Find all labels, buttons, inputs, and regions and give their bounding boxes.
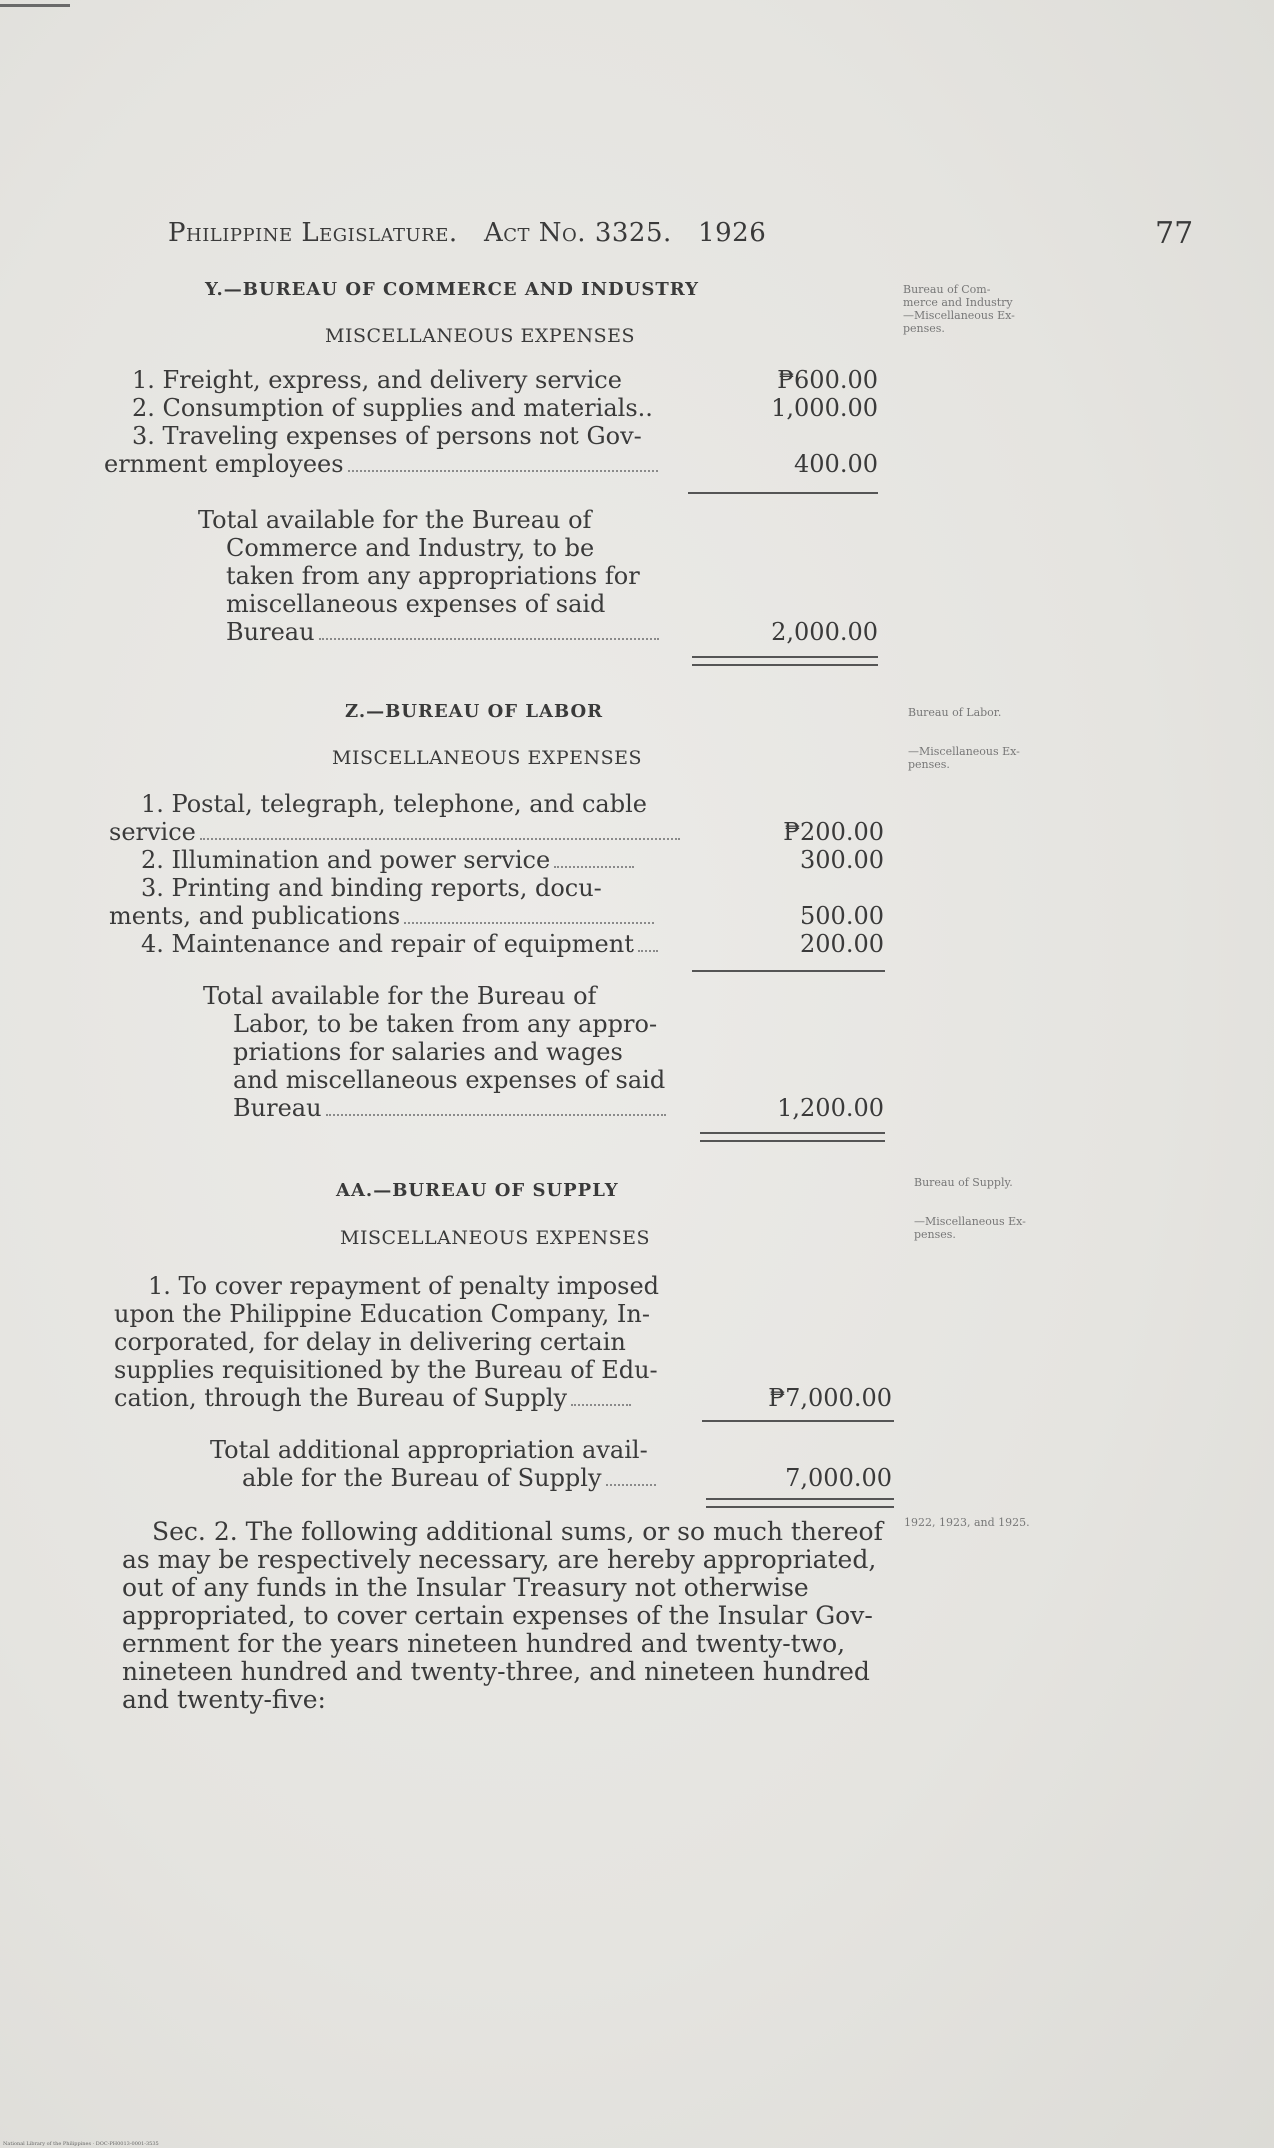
sec2-line-5: ernment for the years nineteen hundred and twenty-two,: [122, 1629, 846, 1658]
header-legislature: Philippine Legislature.: [168, 218, 458, 248]
sec2-line-3: out of any funds in the Insular Treasury not otherwise: [122, 1573, 809, 1602]
line-item-aa-1d: supplies requisitioned by the Bureau of Edu-: [114, 1356, 658, 1384]
margin-note-sec2: 1922, 1923, and 1925.: [904, 1516, 1030, 1529]
page-number: 77: [1155, 216, 1194, 251]
scan-edge-mark: [0, 4, 70, 7]
total-y-line-4: miscellaneous expenses of said: [226, 590, 606, 618]
amount-aa-1: ₱7,000.00: [768, 1384, 892, 1412]
total-z-line-2: Labor, to be taken from any appro-: [233, 1010, 658, 1038]
subtotal-rule-y: [688, 492, 878, 494]
line-item-y-3a: 3. Traveling expenses of persons not Gov-: [132, 422, 642, 450]
line-item-z-1a: 1. Postal, telegraph, telephone, and cable: [141, 790, 647, 818]
sec2-line-6: nineteen hundred and twenty-three, and nineteen hundred: [122, 1657, 870, 1686]
margin-note-z: Bureau of Labor. —Miscellaneous Ex- penses.: [908, 706, 1020, 771]
total-y-line-3: taken from any appropriations for: [226, 562, 640, 590]
line-item-y-3b: ernment employees: [104, 450, 658, 478]
line-item-z-4: 4. Maintenance and repair of equipment: [141, 930, 658, 958]
amount-z-4: 200.00: [800, 930, 884, 958]
line-item-z-3b: ments, and publications: [109, 902, 654, 930]
line-item-z-2: 2. Illumination and power service: [141, 846, 634, 874]
amount-z-1: ₱200.00: [783, 818, 884, 846]
amount-z-3: 500.00: [800, 902, 884, 930]
section-subtitle-aa: MISCELLANEOUS EXPENSES: [340, 1227, 651, 1249]
total-z-line-5: Bureau: [233, 1094, 666, 1122]
line-item-aa-1b: upon the Philippine Education Company, In-: [114, 1300, 650, 1328]
line-item-y-1: 1. Freight, express, and delivery service: [132, 366, 622, 394]
sec2-line-4: appropriated, to cover certain expenses of the Insular Gov-: [122, 1601, 873, 1630]
section-subtitle-z: MISCELLANEOUS EXPENSES: [332, 747, 643, 769]
sec2-line-2: as may be respectively necessary, are hereby appropriated,: [122, 1545, 877, 1574]
header-act: Act No. 3325.: [483, 218, 672, 248]
header-year: 1926: [698, 218, 767, 248]
total-aa-line-2: able for the Bureau of Supply: [242, 1464, 656, 1492]
total-z-line-1: Total available for the Bureau of: [203, 982, 597, 1010]
line-item-y-2: 2. Consumption of supplies and materials..: [132, 394, 653, 422]
total-aa-line-1: Total additional appropriation avail-: [210, 1436, 648, 1464]
total-y-line-2: Commerce and Industry, to be: [226, 534, 595, 562]
margin-note-aa: Bureau of Supply. —Miscellaneous Ex- penses.: [914, 1176, 1026, 1241]
subtotal-rule-z: [692, 970, 885, 972]
section-title-z: Z.—BUREAU OF LABOR: [345, 701, 604, 722]
running-header: [168, 218, 766, 248]
line-item-aa-1c: corporated, for delay in delivering certain: [114, 1328, 626, 1356]
scan-footer-note: National Library of the Philippines · DOC-PH0013-0001-3535: [3, 2141, 159, 2147]
total-z-line-4: and miscellaneous expenses of said: [233, 1066, 666, 1094]
total-double-rule-y: [692, 656, 878, 666]
section-subtitle-y: MISCELLANEOUS EXPENSES: [325, 325, 636, 347]
line-item-aa-1e: cation, through the Bureau of Supply: [114, 1384, 631, 1412]
total-amount-aa: 7,000.00: [785, 1464, 892, 1492]
section-title-y: Y.—BUREAU OF COMMERCE AND INDUSTRY: [205, 279, 700, 300]
subtotal-rule-aa: [702, 1420, 894, 1422]
line-item-z-3a: 3. Printing and binding reports, docu-: [141, 874, 602, 902]
line-item-z-1b: service: [109, 818, 680, 846]
section-title-aa: AA.—BUREAU OF SUPPLY: [336, 1180, 619, 1201]
total-amount-z: 1,200.00: [777, 1094, 884, 1122]
margin-note-y: Bureau of Com- merce and Industry —Miscellaneous Ex- penses.: [903, 283, 1015, 335]
total-y-line-5: Bureau: [226, 618, 659, 646]
total-amount-y: 2,000.00: [771, 618, 878, 646]
line-item-aa-1a: 1. To cover repayment of penalty imposed: [148, 1272, 660, 1300]
amount-y-1: ₱600.00: [777, 366, 878, 394]
total-double-rule-aa: [706, 1498, 894, 1508]
amount-y-2: 1,000.00: [771, 394, 878, 422]
sec2-line-1: Sec. 2. The following additional sums, or so much thereof: [152, 1517, 883, 1546]
sec2-line-7: and twenty-five:: [122, 1685, 326, 1714]
amount-z-2: 300.00: [800, 846, 884, 874]
amount-y-3: 400.00: [794, 450, 878, 478]
total-double-rule-z: [700, 1132, 885, 1142]
total-z-line-3: priations for salaries and wages: [233, 1038, 623, 1066]
total-y-line-1: Total available for the Bureau of: [198, 506, 592, 534]
